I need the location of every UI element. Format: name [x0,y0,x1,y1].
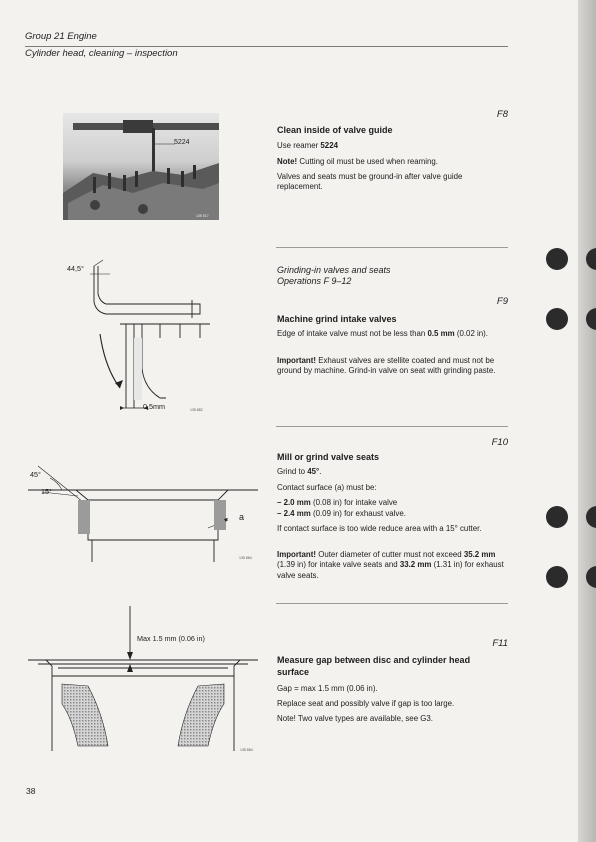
figure-number: 135 882 [190,408,203,412]
page-number: 38 [26,786,36,796]
f11-gap-line: Gap = max 1.5 mm (0.06 in). [277,684,378,693]
max-gap-label: Max 1.5 mm (0.06 in) [137,634,205,643]
reamer-photo [63,113,219,220]
section-tab [546,566,568,588]
section-rule [276,247,508,248]
f10-important-paragraph: Important! Outer diameter of cutter must not exceed 35.2 mm (1.39 in) for intake valve seats and 33.2 mm (1.31 in) for exhaust valve seats. [277,550,504,580]
contact-surface-label: a [239,512,245,522]
f9-important-paragraph: Important! Exhaust valves are stellite coated and must not be ground by machine. Grind-in valve on seat with grinding paste. [277,356,496,376]
header-subtitle: Cylinder head, cleaning – inspection [25,48,178,59]
header-group: Group 21 Engine [25,31,97,42]
f9-heading: Machine grind intake valves [277,314,397,324]
f8-reamer-line: Use reamer 5224 [277,141,338,150]
grinding-title: Grinding-in valves and seats [277,265,391,275]
figure-number: 135 817 [196,214,209,218]
step-code-f8: F8 [496,109,508,120]
seat-angle-15: 15° [41,487,52,496]
f11-note-line: Note! Two valve types are available, see G3. [277,714,433,723]
f10-grind-line: Grind to 45°. [277,467,322,476]
step-code-f11: F11 [492,638,508,649]
step-code-f10: F10 [491,437,508,448]
grinding-operations: Operations F 9–12 [277,276,352,286]
valve-angle-label: 44,5° [67,264,84,273]
f10-contact-line: Contact surface (a) must be: [277,483,377,492]
f10-wide-paragraph: If contact surface is too wide reduce area with a 15° cutter. [277,524,482,533]
valve-seat-diagram [28,462,258,574]
valve-gap-diagram [28,606,258,762]
seat-angle-45: 45° [30,470,41,479]
f11-replace-line: Replace seat and possibly valve if gap is too large. [277,699,455,708]
intake-valve-diagram [60,258,220,416]
step-code-f9: F9 [496,296,508,307]
f11-heading: Measure gap between disc and cylinder head surface [277,655,471,677]
f8-note: Note! Cutting oil must be used when reaming. [277,157,438,166]
f10-intake-line: – 2.0 mm (0.08 in) for intake valve [277,498,398,507]
figure-number: 135 884 [239,556,252,560]
section-rule [276,603,508,604]
f8-paragraph: Valves and seats must be ground-in after valve guide replacement. [277,172,463,192]
section-tab [546,248,568,270]
header-rule [25,46,508,47]
f10-exhaust-line: – 2.4 mm (0.09 in) for exhaust valve. [277,509,406,518]
section-tab [546,308,568,330]
f10-heading: Mill or grind valve seats [277,452,380,462]
page-edge-shadow [578,0,596,842]
f8-heading: Clean inside of valve guide [277,125,393,135]
section-rule [276,426,508,427]
f9-edge-paragraph: Edge of intake valve must not be less than 0.5 mm (0.02 in). [277,329,488,338]
figure-number: 135 884 [240,748,253,752]
reamer-label: 5224 [174,139,190,146]
section-tab [546,506,568,528]
valve-edge-dimension: 0,5mm [143,402,165,411]
